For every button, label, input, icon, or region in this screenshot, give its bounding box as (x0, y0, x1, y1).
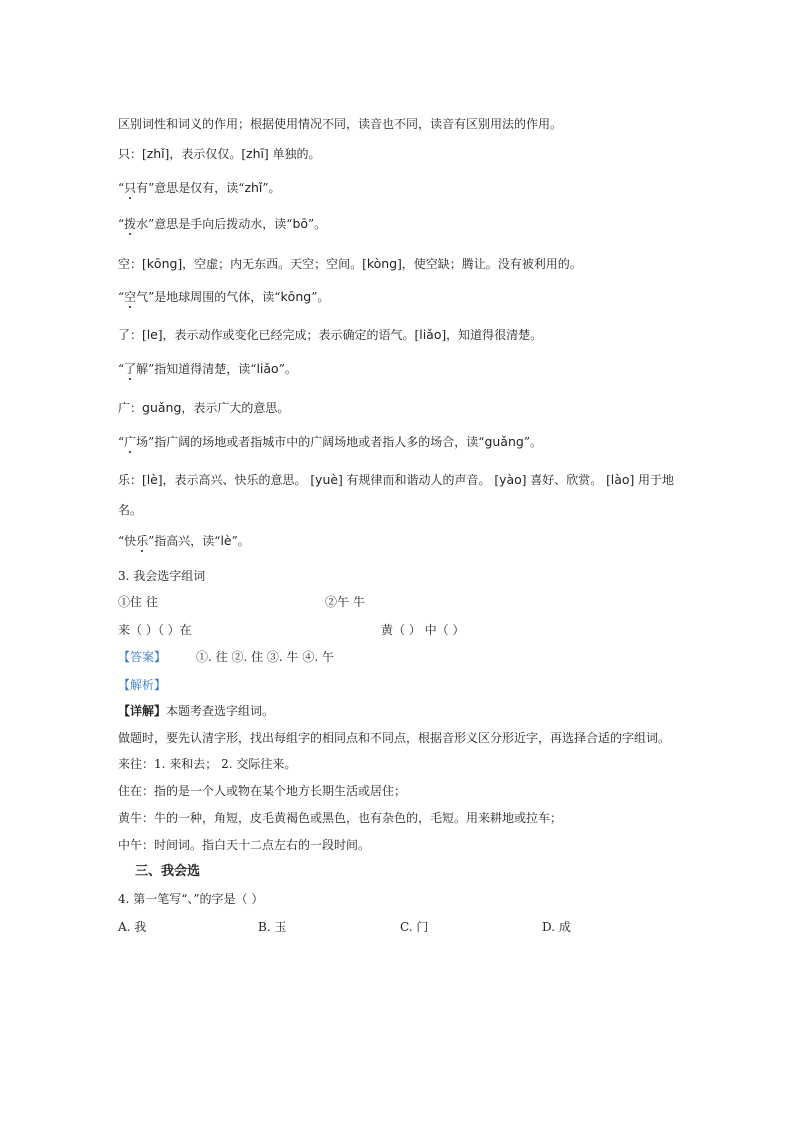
pinyin: le (146, 327, 158, 342)
emphasized-char: 乐 (136, 534, 149, 548)
text: ”。 (523, 435, 542, 449)
pinyin: lè (220, 533, 232, 548)
text-line: 黄牛：牛的一种，角短，皮毛黄褐色或黑色，也有杂色的，毛短。用来耕地或拉车； (118, 811, 563, 825)
question-title: 4. 第一笔写“、”的字是（ ） (118, 892, 264, 906)
text: 广： (118, 401, 143, 415)
pinyin: zhǐ (146, 146, 165, 161)
text-line (118, 434, 542, 450)
text: ] 喜好、欣赏。 [ (521, 473, 611, 487)
pinyin: kòng (366, 256, 398, 271)
emphasized-char: 空 (124, 290, 137, 304)
text: 有”意思是仅有，读“ (136, 181, 245, 195)
pinyin: liǎo (419, 327, 442, 342)
answer-text: ①. 往 ②. 住 ③. 牛 ④. 午 (196, 650, 334, 664)
text-line: 名。 (118, 503, 143, 517)
text: 乐：[ (118, 473, 147, 487)
text: ] 用于地 (629, 473, 675, 487)
option-group-2: ②午 牛 (325, 595, 365, 609)
question-title: 3. 我会选字组词 (118, 569, 206, 583)
emphasized-char: 拨 (124, 217, 137, 231)
pinyin: guǎng (484, 434, 524, 449)
pinyin: kōng (146, 256, 178, 271)
text: ]，表示高兴、快乐的意思。 [ (157, 473, 316, 487)
pinyin: kōng (280, 289, 312, 304)
choice-c: C. 门 (400, 920, 429, 934)
text: 场”指广阔的场地或者指城市中的广阔场地或者指人多的场合，读“ (136, 435, 485, 449)
text: “快 (118, 534, 137, 548)
text-line: 区别词性和词义的作用；根据使用情况不同，读音也不同，读音有区别用法的作用。 (118, 117, 563, 131)
text-line (118, 400, 289, 416)
choice-d: D. 成 (542, 920, 571, 934)
detail-text: 本题考查选字组词。 (166, 704, 275, 718)
blank-line-2: 黄（ ） 中（ ） (381, 623, 465, 637)
text-line (118, 472, 674, 488)
text: ] 有规律而和谐动人的声音。 [ (338, 473, 500, 487)
text: “ (118, 181, 125, 195)
text: ”。 (278, 362, 297, 376)
text: 只：[ (118, 147, 147, 161)
text: ]，空虚；内无东西。天空；空间。[ (177, 257, 367, 271)
text: ”。 (308, 217, 327, 231)
pinyin: bō (292, 216, 309, 231)
pinyin: lào (610, 472, 630, 487)
text: ]，表示仅仅。[ (164, 147, 247, 161)
text: ] 单独的。 (264, 147, 321, 161)
text: ]，知道得很清楚。 (441, 328, 543, 342)
text-line (118, 180, 281, 196)
text: 气”是地球周围的气体，读“ (136, 290, 281, 304)
analysis-tag: 【解析】 (118, 678, 167, 692)
emphasized-char: 了 (124, 362, 137, 376)
choice-b: B. 玉 (258, 920, 287, 934)
emphasized-char: 广 (124, 435, 137, 449)
text: “ (118, 362, 125, 376)
text: ”。 (262, 181, 281, 195)
text-line (118, 361, 297, 377)
detail-tag: 【详解】 (118, 704, 167, 718)
option-group-1: ①住 往 (118, 595, 158, 609)
text-line: 中午：时间词。指白天十二点左右的一段时间。 (118, 838, 371, 852)
text: 解”指知道得清楚，读“ (136, 362, 257, 376)
text: “ (118, 290, 125, 304)
choice-a: A. 我 (118, 920, 147, 934)
text-line (118, 327, 542, 343)
text: ”。 (231, 534, 250, 548)
text: ”指高兴，读“ (148, 534, 221, 548)
pinyin: liǎo (256, 361, 279, 376)
emphasized-char: 只 (124, 181, 137, 195)
text-line (118, 256, 582, 272)
text: “ (118, 435, 125, 449)
detail-line (118, 703, 274, 719)
text-line (118, 533, 250, 549)
pinyin: lè (146, 472, 158, 487)
answer-line (118, 649, 334, 665)
text: “ (118, 217, 125, 231)
text: ”。 (311, 290, 330, 304)
text: ]，使空缺；腾让。没有被利用的。 (397, 257, 582, 271)
text: 空：[ (118, 257, 147, 271)
pinyin: yuè (315, 472, 339, 487)
section-title: 三、我会选 (135, 864, 201, 879)
pinyin: zhǐ (244, 180, 263, 195)
analysis-line (118, 677, 166, 693)
text-line: 做题时，要先认清字形，找出每组字的相同点和不同点，根据音形义区分形近字，再选择合适的字组词。 (118, 731, 671, 745)
text: 了：[ (118, 328, 147, 342)
blank-line-1: 来（ ）（ ）在 (118, 623, 192, 637)
text-line (118, 146, 321, 162)
pinyin: guǎng (142, 400, 182, 415)
pinyin: yào (499, 472, 522, 487)
text-line (118, 289, 329, 305)
text-line: 来往：1. 来和去； 2. 交际往来。 (118, 757, 297, 771)
text-line (118, 216, 326, 232)
text-line: 住在：指的是一个人或物在某个地方长期生活或居住； (118, 784, 407, 798)
text: 水”意思是手向后拨动水，读“ (136, 217, 293, 231)
answer-tag: 【答案】 (118, 650, 167, 664)
pinyin: zhī (246, 146, 264, 161)
text: ]，表示动作或变化已经完成；表示确定的语气。[ (157, 328, 420, 342)
text: ，表示广大的意思。 (181, 401, 290, 415)
